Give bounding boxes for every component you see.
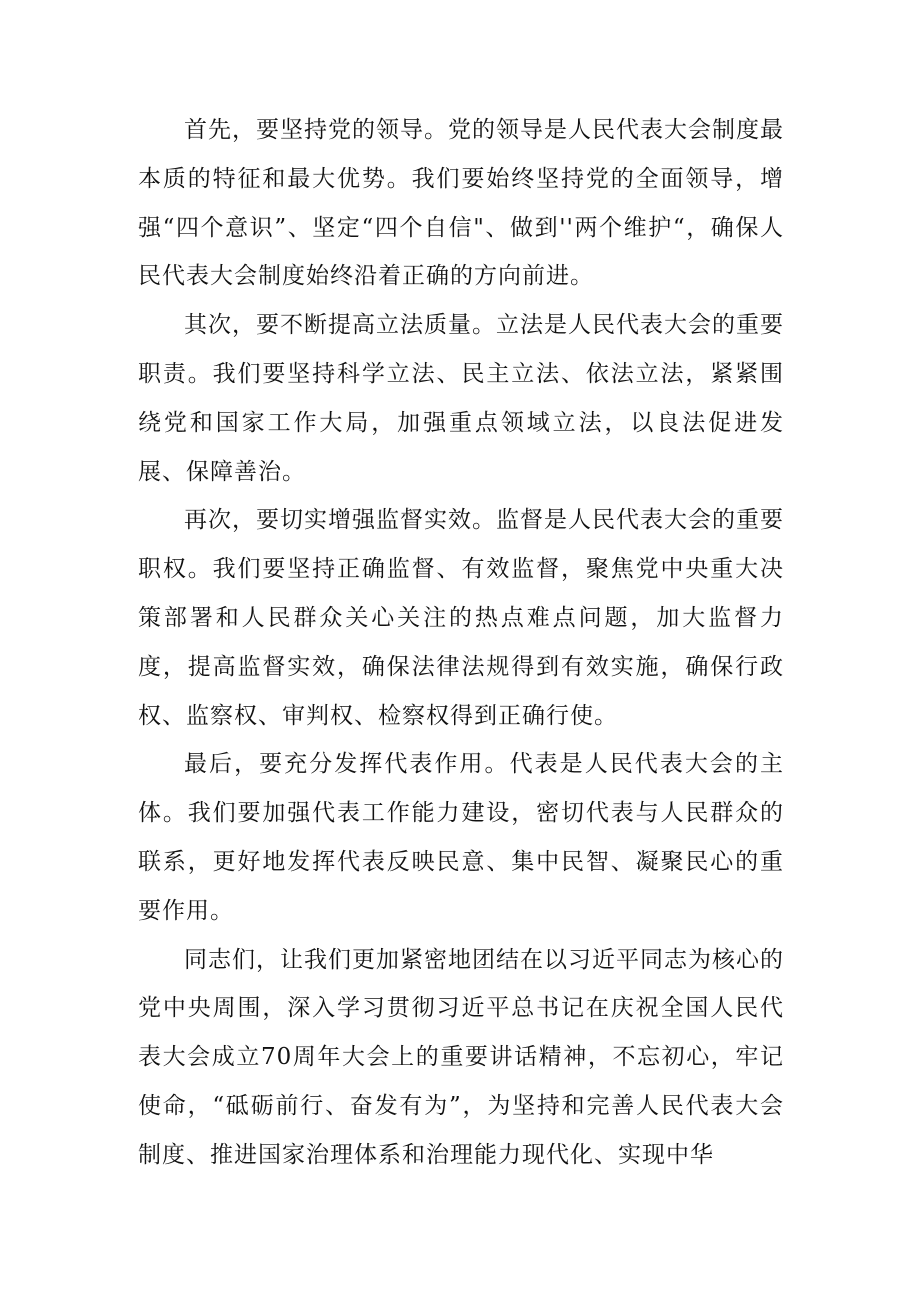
paragraph-representatives: 最后，要充分发挥代表作用。代表是人民代表大会的主体。我们要加强代表工作能力建设，密切代表与人民群众的联系，更好地发挥代表反映民意、集中民智、凝聚民心的重要作用。 (138, 751, 784, 924)
paragraph-legislation: 其次，要不断提高立法质量。立法是人民代表大会的重要职责。我们要坚持科学立法、民主立法、依法立法，紧紧围绕党和国家工作大局，加强重点领域立法，以良法促进发展、保障善治。 (138, 312, 784, 485)
paragraph-leadership: 首先，要坚持党的领导。党的领导是人民代表大会制度最本质的特征和最大优势。我们要始终坚持党的全面领导，增强“四个意识”、坚定“四个自信"、做到''两个维护“，确保人民代表大会制度始终沿着正确的方向前进。 (138, 117, 784, 290)
document-page (138, 106, 784, 1180)
paragraph-supervision: 再次，要切实增强监督实效。监督是人民代表大会的重要职权。我们要坚持正确监督、有效监督，聚焦党中央重大决策部署和人民群众关心关注的热点难点问题，加大监督力度，提高监督实效，确保法律法规得到有效实施，确保行政权、监察权、审判权、检察权得到正确行使。 (138, 507, 784, 729)
paragraph-conclusion: 同志们，让我们更加紧密地团结在以习近平同志为核心的党中央周围，深入学习贯彻习近平总书记在庆祝全国人民代表大会成立70周年大会上的重要讲话精神，不忘初心，牢记使命，“砥砺前行、奋发有为”，为坚持和完善人民代表大会制度、推进国家治理体系和治理能力现代化、实现中华 (138, 946, 784, 1168)
